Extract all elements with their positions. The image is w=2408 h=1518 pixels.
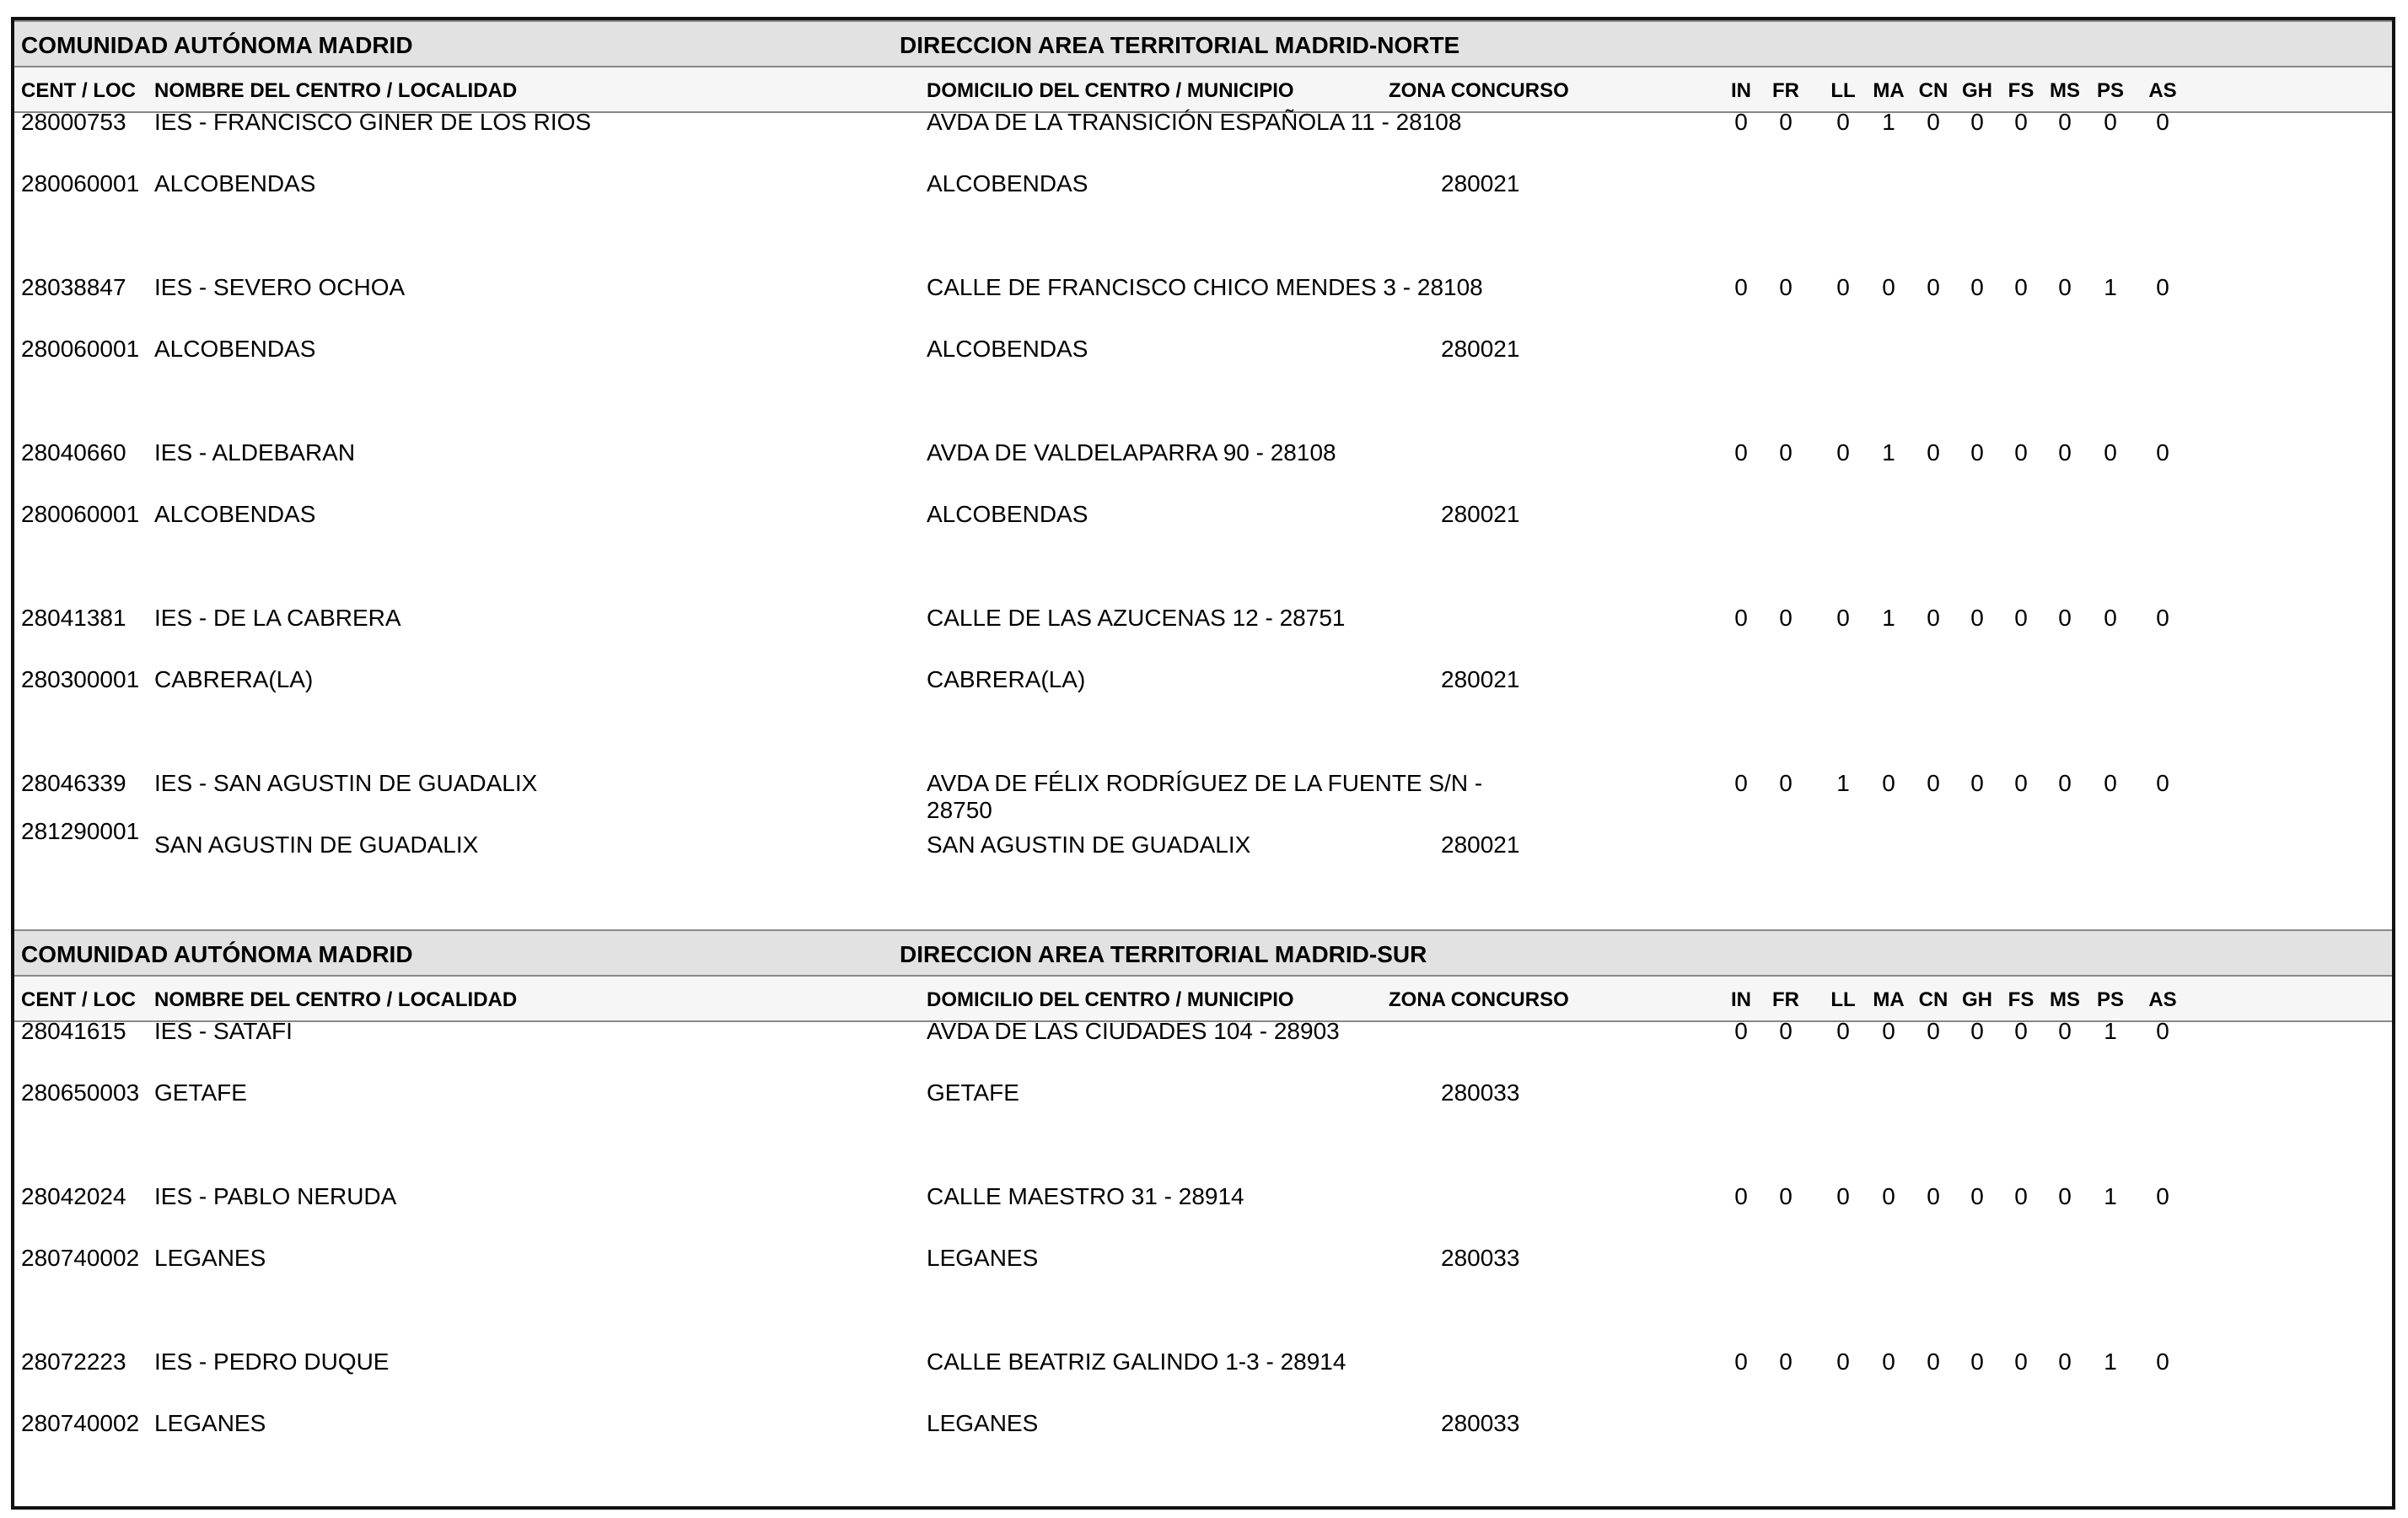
- zona-code: 280033: [1441, 1245, 1520, 1271]
- subject-value: 0: [2058, 605, 2072, 631]
- col-subject-4: CN: [1918, 79, 1948, 102]
- col-zona: ZONA CONCURSO: [1389, 988, 1569, 1011]
- municipio-name: CABRERA(LA): [927, 666, 1086, 692]
- subject-value: 0: [1734, 605, 1748, 631]
- locality-name: GETAFE: [154, 1079, 247, 1106]
- subject-value: 0: [2156, 274, 2169, 300]
- col-subject-6: FS: [2008, 79, 2034, 102]
- col-nombre: NOMBRE DEL CENTRO / LOCALIDAD: [154, 79, 518, 102]
- col-subject-0: IN: [1731, 988, 1751, 1011]
- col-domicilio: DOMICILIO DEL CENTRO / MUNICIPIO: [927, 79, 1294, 102]
- subject-value: 0: [2156, 1348, 2169, 1375]
- subject-value: 0: [1734, 1348, 1748, 1375]
- subject-value: 0: [1779, 770, 1793, 796]
- center-code: 28042024: [21, 1183, 126, 1209]
- locality-name: LEGANES: [154, 1245, 266, 1271]
- subject-value: 0: [1927, 1348, 1940, 1375]
- subject-value: 0: [1836, 1183, 1850, 1209]
- subject-value: 0: [2156, 1018, 2169, 1044]
- zona-code: 280021: [1441, 170, 1520, 196]
- col-subject-8: PS: [2096, 79, 2125, 102]
- municipio-name: ALCOBENDAS: [927, 170, 1088, 196]
- subject-value: 0: [2058, 274, 2072, 300]
- section-header-band: [14, 20, 2392, 67]
- report-section: [14, 20, 2392, 929]
- center-code: 28046339: [21, 770, 126, 796]
- municipio-name: GETAFE: [927, 1079, 1019, 1106]
- municipio-name: ALCOBENDAS: [927, 501, 1088, 527]
- subject-value: 0: [2014, 109, 2028, 135]
- subject-value: 0: [1836, 109, 1850, 135]
- subject-value: 0: [1836, 1348, 1850, 1375]
- col-subject-2: LL: [1830, 988, 1856, 1011]
- subject-value: 0: [1836, 274, 1850, 300]
- center-code: 28000753: [21, 109, 126, 135]
- center-name: IES - ALDEBARAN: [154, 439, 356, 466]
- subject-value: 0: [2104, 605, 2117, 631]
- center-code: 28072223: [21, 1348, 126, 1375]
- subject-value: 0: [1734, 109, 1748, 135]
- center-code: 28041381: [21, 605, 126, 631]
- center-code: 28040660: [21, 439, 126, 466]
- subject-value: 0: [1927, 1183, 1940, 1209]
- subject-value: 0: [2058, 109, 2072, 135]
- locality-code: 280060001: [21, 170, 140, 196]
- col-subject-6: FS: [2008, 988, 2034, 1011]
- subject-value: 0: [1927, 770, 1940, 796]
- center-code: 28041615: [21, 1018, 126, 1044]
- col-domicilio: DOMICILIO DEL CENTRO / MUNICIPIO: [927, 988, 1294, 1011]
- subject-value: 0: [1734, 770, 1748, 796]
- zona-code: 280033: [1441, 1410, 1520, 1436]
- subject-value: 0: [1970, 109, 1984, 135]
- subject-value: 1: [2104, 1018, 2117, 1044]
- subject-value: 0: [1779, 1018, 1793, 1044]
- zona-code: 280021: [1441, 336, 1520, 362]
- col-subject-3: MA: [1873, 79, 1905, 102]
- subject-value: 0: [1970, 605, 1984, 631]
- col-subject-9: AS: [2148, 988, 2177, 1011]
- col-subject-5: GH: [1962, 79, 1992, 102]
- locality-name: CABRERA(LA): [154, 666, 314, 692]
- subject-value: 1: [1882, 439, 1895, 466]
- col-cent-loc: CENT / LOC: [21, 988, 136, 1011]
- subject-value: 0: [1882, 770, 1895, 796]
- subject-value: 0: [2058, 1018, 2072, 1044]
- zona-code: 280021: [1441, 501, 1520, 527]
- subject-value: 0: [2014, 1018, 2028, 1044]
- subject-value: 1: [2104, 1348, 2117, 1375]
- center-name: IES - PEDRO DUQUE: [154, 1348, 390, 1375]
- report-frame: [11, 17, 2395, 1510]
- subject-value: 0: [1882, 1348, 1895, 1375]
- locality-name: SAN AGUSTIN DE GUADALIX: [154, 832, 479, 858]
- subject-value: 0: [1734, 439, 1748, 466]
- subject-value: 0: [1970, 1183, 1984, 1209]
- subject-value: 0: [1836, 439, 1850, 466]
- municipio-name: SAN AGUSTIN DE GUADALIX: [927, 832, 1251, 858]
- subject-value: 0: [1734, 1018, 1748, 1044]
- subject-value: 0: [1927, 605, 1940, 631]
- locality-code: 280740002: [21, 1245, 140, 1271]
- section-header-band: [14, 929, 2392, 977]
- subject-value: 0: [1970, 1018, 1984, 1044]
- subject-value: 0: [1882, 274, 1895, 300]
- subject-value: 0: [2058, 439, 2072, 466]
- locality-code: 281290001: [21, 818, 140, 844]
- subject-value: 0: [1970, 1348, 1984, 1375]
- center-address: CALLE MAESTRO 31 - 28914: [927, 1183, 1244, 1209]
- subject-value: 1: [2104, 1183, 2117, 1209]
- comunidad-label: COMUNIDAD AUTÓNOMA MADRID: [21, 941, 413, 967]
- subject-value: 1: [1882, 605, 1895, 631]
- locality-code: 280060001: [21, 501, 140, 527]
- center-name: IES - FRANCISCO GINER DE LOS RIOS: [154, 109, 592, 135]
- direccion-label: DIRECCION AREA TERRITORIAL MADRID-NORTE: [900, 32, 1460, 58]
- report-section: [14, 929, 2392, 1513]
- center-address: CALLE BEATRIZ GALINDO 1-3 - 28914: [927, 1348, 1346, 1375]
- col-subject-7: MS: [2050, 988, 2080, 1011]
- subject-value: 0: [2058, 770, 2072, 796]
- center-address: AVDA DE FÉLIX RODRÍGUEZ DE LA FUENTE S/N - 28750: [927, 770, 1483, 823]
- col-subject-3: MA: [1873, 988, 1905, 1011]
- locality-code: 280300001: [21, 666, 140, 692]
- center-name: IES - SEVERO OCHOA: [154, 274, 406, 300]
- subject-value: 0: [2058, 1348, 2072, 1375]
- subject-value: 0: [2156, 605, 2169, 631]
- subject-value: 0: [2156, 1183, 2169, 1209]
- subject-value: 0: [1734, 1183, 1748, 1209]
- locality-code: 280060001: [21, 336, 140, 362]
- center-address: CALLE DE LAS AZUCENAS 12 - 28751: [927, 605, 1346, 631]
- subject-value: 0: [1927, 109, 1940, 135]
- subject-value: 0: [2014, 439, 2028, 466]
- subject-value: 0: [2014, 274, 2028, 300]
- column-header-row: [14, 977, 2392, 1022]
- col-subject-2: LL: [1830, 79, 1856, 102]
- subject-value: 0: [1927, 439, 1940, 466]
- center-name: IES - SAN AGUSTIN DE GUADALIX: [154, 770, 538, 796]
- center-name: IES - DE LA CABRERA: [154, 605, 401, 631]
- municipio-name: LEGANES: [927, 1410, 1039, 1436]
- municipio-name: ALCOBENDAS: [927, 336, 1088, 362]
- subject-value: 0: [1779, 439, 1793, 466]
- subject-value: 0: [2014, 1348, 2028, 1375]
- center-address: AVDA DE VALDELAPARRA 90 - 28108: [927, 439, 1336, 466]
- locality-name: LEGANES: [154, 1410, 266, 1436]
- subject-value: 0: [1779, 605, 1793, 631]
- subject-value: 0: [1779, 274, 1793, 300]
- zona-code: 280021: [1441, 832, 1520, 858]
- subject-value: 0: [1970, 274, 1984, 300]
- col-cent-loc: CENT / LOC: [21, 79, 136, 102]
- locality-name: ALCOBENDAS: [154, 170, 316, 196]
- subject-value: 0: [2104, 439, 2117, 466]
- col-subject-5: GH: [1962, 988, 1992, 1011]
- subject-value: 0: [2014, 1183, 2028, 1209]
- center-address: AVDA DE LA TRANSICIÓN ESPAÑOLA 11 - 28108: [927, 109, 1462, 135]
- subject-value: 0: [2058, 1183, 2072, 1209]
- subject-value: 0: [2156, 770, 2169, 796]
- col-subject-0: IN: [1731, 79, 1751, 102]
- locality-name: ALCOBENDAS: [154, 336, 316, 362]
- locality-name: ALCOBENDAS: [154, 501, 316, 527]
- comunidad-label: COMUNIDAD AUTÓNOMA MADRID: [21, 32, 413, 58]
- center-address: CALLE DE FRANCISCO CHICO MENDES 3 - 28108: [927, 274, 1483, 300]
- center-name: IES - SATAFI: [154, 1018, 293, 1044]
- subject-value: 1: [1882, 109, 1895, 135]
- subject-value: 0: [2156, 109, 2169, 135]
- col-subject-7: MS: [2050, 79, 2080, 102]
- center-code: 28038847: [21, 274, 126, 300]
- zona-code: 280033: [1441, 1079, 1520, 1106]
- subject-value: 0: [1836, 605, 1850, 631]
- subject-value: 0: [2104, 770, 2117, 796]
- subject-value: 0: [1927, 1018, 1940, 1044]
- subject-value: 1: [2104, 274, 2117, 300]
- subject-value: 0: [1970, 770, 1984, 796]
- subject-value: 0: [1779, 109, 1793, 135]
- subject-value: 0: [2156, 439, 2169, 466]
- col-subject-1: FR: [1772, 79, 1799, 102]
- col-nombre: NOMBRE DEL CENTRO / LOCALIDAD: [154, 988, 518, 1011]
- subject-value: 0: [1882, 1183, 1895, 1209]
- col-subject-1: FR: [1772, 988, 1799, 1011]
- col-subject-8: PS: [2096, 988, 2125, 1011]
- center-name: IES - PABLO NERUDA: [154, 1183, 397, 1209]
- center-address: AVDA DE LAS CIUDADES 104 - 28903: [927, 1018, 1340, 1044]
- subject-value: 0: [1734, 274, 1748, 300]
- subject-value: 0: [1970, 439, 1984, 466]
- subject-value: 1: [1836, 770, 1850, 796]
- col-subject-9: AS: [2148, 79, 2177, 102]
- subject-value: 0: [1927, 274, 1940, 300]
- direccion-label: DIRECCION AREA TERRITORIAL MADRID-SUR: [900, 941, 1427, 967]
- column-header-row: [14, 67, 2392, 113]
- municipio-name: LEGANES: [927, 1245, 1039, 1271]
- subject-value: 0: [1779, 1348, 1793, 1375]
- col-zona: ZONA CONCURSO: [1389, 79, 1569, 102]
- subject-value: 0: [2014, 770, 2028, 796]
- subject-value: 0: [1836, 1018, 1850, 1044]
- subject-value: 0: [1882, 1018, 1895, 1044]
- zona-code: 280021: [1441, 666, 1520, 692]
- subject-value: 0: [2014, 605, 2028, 631]
- col-subject-4: CN: [1918, 988, 1948, 1011]
- subject-value: 0: [2104, 109, 2117, 135]
- subject-value: 0: [1779, 1183, 1793, 1209]
- locality-code: 280740002: [21, 1410, 140, 1436]
- locality-code: 280650003: [21, 1079, 140, 1106]
